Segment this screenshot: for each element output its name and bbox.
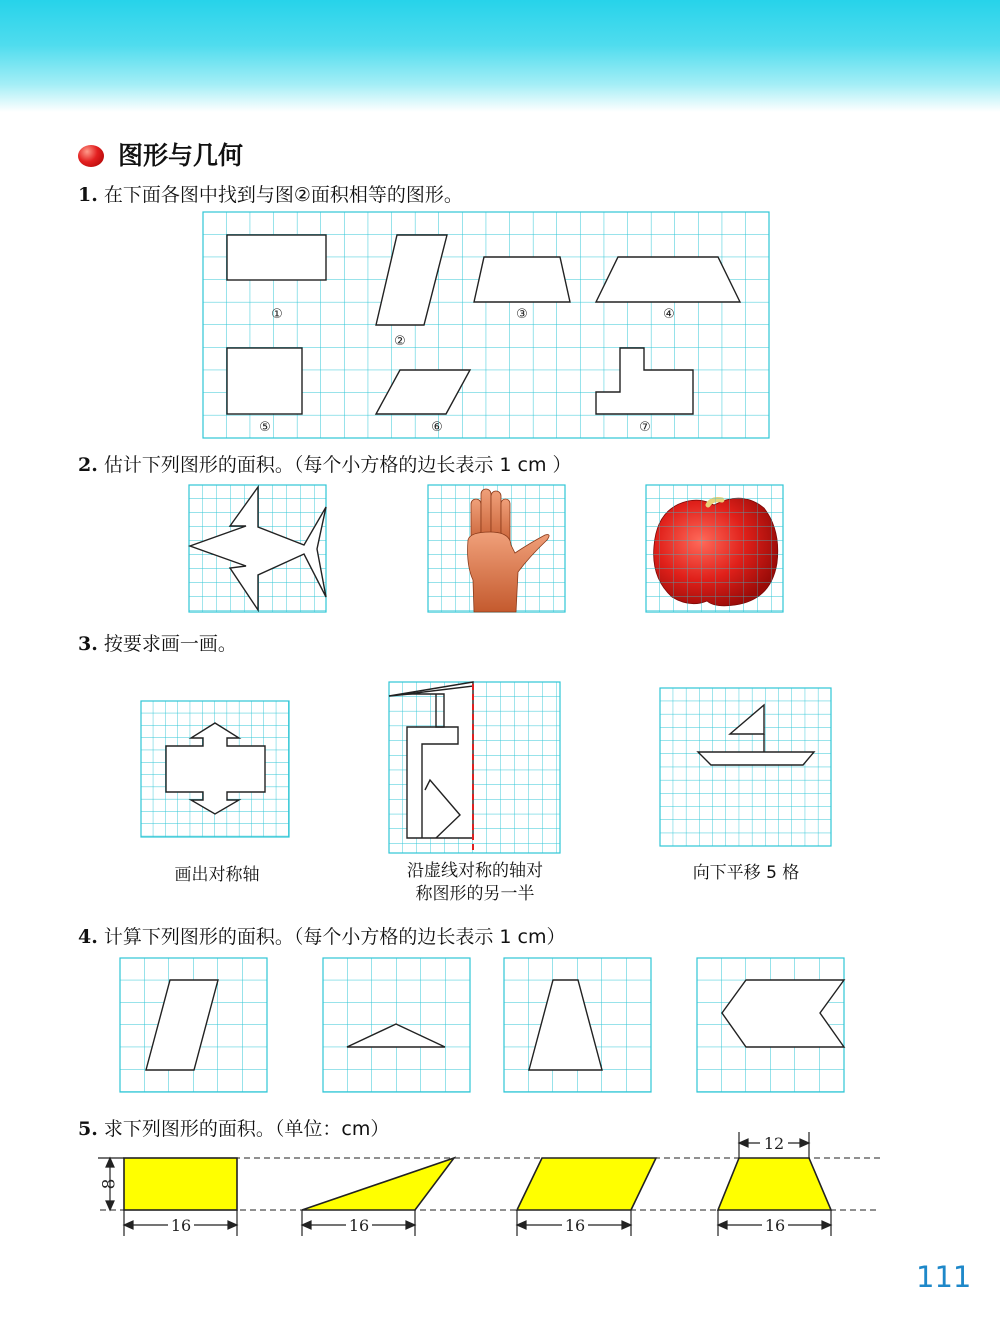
question-5-text: 求下列图形的面积。（单位：cm） xyxy=(103,1118,390,1140)
q5-rectangle xyxy=(124,1158,237,1210)
q4-figure-1 xyxy=(120,958,267,1092)
q4-figure-4 xyxy=(697,958,844,1092)
question-2-text: 估计下列图形的面积。（每个小方格的边长表示 1 cm ） xyxy=(103,454,572,476)
question-5-number: 5. xyxy=(78,1118,98,1140)
q1-label-5: ⑤ xyxy=(259,420,271,435)
q5-triangle xyxy=(302,1158,454,1210)
q1-label-7: ⑦ xyxy=(639,420,651,435)
q2-hand-figure xyxy=(428,485,565,612)
q1-label-4: ④ xyxy=(663,307,675,322)
q3-axis-figure xyxy=(141,701,289,837)
q2-fish-figure xyxy=(189,485,326,612)
q3-symmetric-figure xyxy=(389,682,560,853)
question-2-number: 2. xyxy=(78,454,98,476)
q3-caption-translate: 向下平移 5 格 xyxy=(692,863,800,883)
q5-height-label: 8 xyxy=(99,1178,120,1190)
q3-boat-hull xyxy=(698,752,814,765)
question-3-number: 3. xyxy=(78,633,98,655)
q1-label-3: ③ xyxy=(516,307,528,322)
q1-shape-1-rectangle xyxy=(227,235,326,280)
page-number: 111 xyxy=(916,1260,972,1294)
q4-figure-3 xyxy=(504,958,651,1092)
q3-caption-axis: 画出对称轴 xyxy=(174,865,260,885)
q3-translate-figure xyxy=(660,688,831,846)
question-1-number: 1. xyxy=(78,184,98,206)
q3-caption-symmetric-2: 称图形的另一半 xyxy=(415,884,535,904)
q5-base-label-3: 16 xyxy=(564,1216,586,1235)
q4-figure-2 xyxy=(323,958,470,1092)
q5-trapezoid xyxy=(718,1158,831,1210)
q5-base-label-1: 16 xyxy=(170,1216,192,1235)
q5-base-label-2: 16 xyxy=(348,1216,370,1235)
q1-label-6: ⑥ xyxy=(431,420,443,435)
question-3-text: 按要求画一画。 xyxy=(103,633,237,655)
q5-top-label: 12 xyxy=(763,1134,785,1153)
q1-label-2: ② xyxy=(394,334,406,349)
question-1-text: 在下面各图中找到与图②面积相等的图形。 xyxy=(103,184,463,206)
q2-apple-figure xyxy=(646,485,783,612)
q1-shape-3-trapezoid xyxy=(474,257,570,302)
q3-caption-symmetric-1: 沿虚线对称的轴对 xyxy=(407,861,543,881)
section-title-text: 图形与几何 xyxy=(118,141,244,170)
q5-parallelogram xyxy=(517,1158,656,1210)
question-4-text: 计算下列图形的面积。（每个小方格的边长表示 1 cm） xyxy=(103,926,566,948)
q1-shape-4-trapezoid xyxy=(596,257,740,302)
q5-base-label-4: 16 xyxy=(764,1216,786,1235)
q5-figures xyxy=(98,1132,880,1236)
q1-shape-5-square xyxy=(227,348,302,414)
question-4-number: 4. xyxy=(78,926,98,948)
q1-label-1: ① xyxy=(271,307,283,322)
q1-grid-figure xyxy=(203,212,769,438)
